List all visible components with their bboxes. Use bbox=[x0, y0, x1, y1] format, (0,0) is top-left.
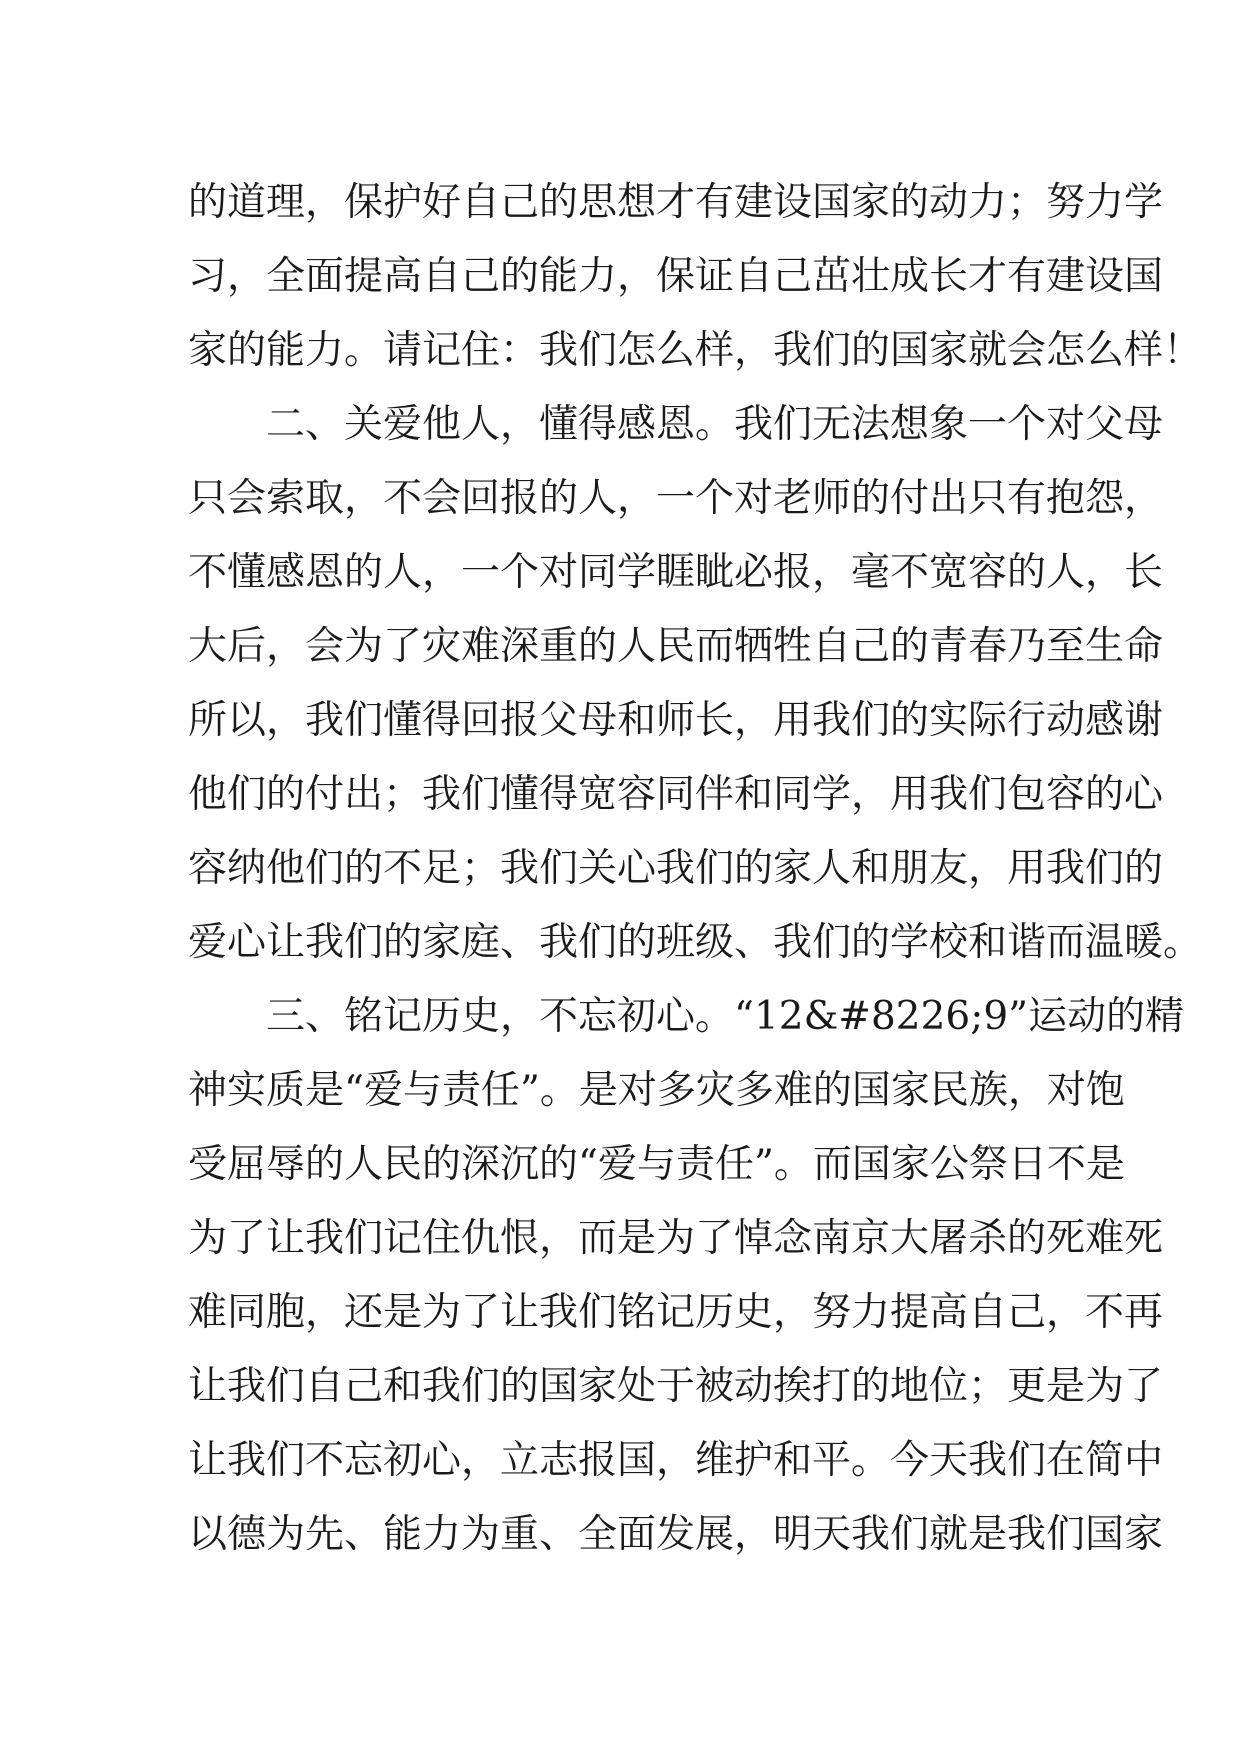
text-line: 容纳他们的不足；我们关心我们的家人和朋友，用我们的 bbox=[188, 846, 1164, 891]
text-line: 为了让我们记住仇恨，而是为了悼念南京大屠杀的死难死 bbox=[188, 1216, 1164, 1261]
text-line: 家的能力。请记住：我们怎么样，我们的国家就会怎么样！ bbox=[188, 328, 1203, 373]
text-line: 他们的付出；我们懂得宽容同伴和同学，用我们包容的心 bbox=[188, 772, 1164, 817]
text-line: 只会索取，不会回报的人，一个对老师的付出只有抱怨， bbox=[188, 476, 1164, 521]
text-line: 不懂感恩的人，一个对同学睚眦必报，毫不宽容的人，长 bbox=[188, 550, 1164, 595]
text-line: 难同胞，还是为了让我们铭记历史，努力提高自己，不再 bbox=[188, 1290, 1164, 1335]
text-line: 让我们不忘初心，立志报国，维护和平。今天我们在简中 bbox=[188, 1438, 1164, 1483]
text-line: 的道理，保护好自己的思想才有建设国家的动力；努力学 bbox=[188, 180, 1164, 225]
text-line: 爱心让我们的家庭、我们的班级、我们的学校和谐而温暖。 bbox=[188, 920, 1203, 965]
text-line: 以德为先、能力为重、全面发展，明天我们就是我们国家 bbox=[188, 1512, 1164, 1557]
document-body bbox=[188, 166, 1203, 1572]
section-two-first-line: 二、关爱他人，懂得感恩。我们无法想象一个对父母 bbox=[266, 402, 1164, 447]
text-line: 受屈辱的人民的深沉的“爱与责任”。而国家公祭日不是 bbox=[188, 1142, 1125, 1187]
text-line: 大后，会为了灾难深重的人民而牺牲自己的青春乃至生命 bbox=[188, 624, 1164, 669]
text-line: 习，全面提高自己的能力，保证自己茁壮成长才有建设国 bbox=[188, 254, 1164, 299]
text-line: 所以，我们懂得回报父母和师长，用我们的实际行动感谢 bbox=[188, 698, 1164, 743]
section-three-first-line: 三、铭记历史，不忘初心。“12&#8226;9”运动的精 bbox=[266, 994, 1185, 1039]
text-line: 神实质是“爱与责任”。是对多灾多难的国家民族，对饱 bbox=[188, 1068, 1125, 1113]
text-line: 让我们自己和我们的国家处于被动挨打的地位；更是为了 bbox=[188, 1364, 1164, 1409]
